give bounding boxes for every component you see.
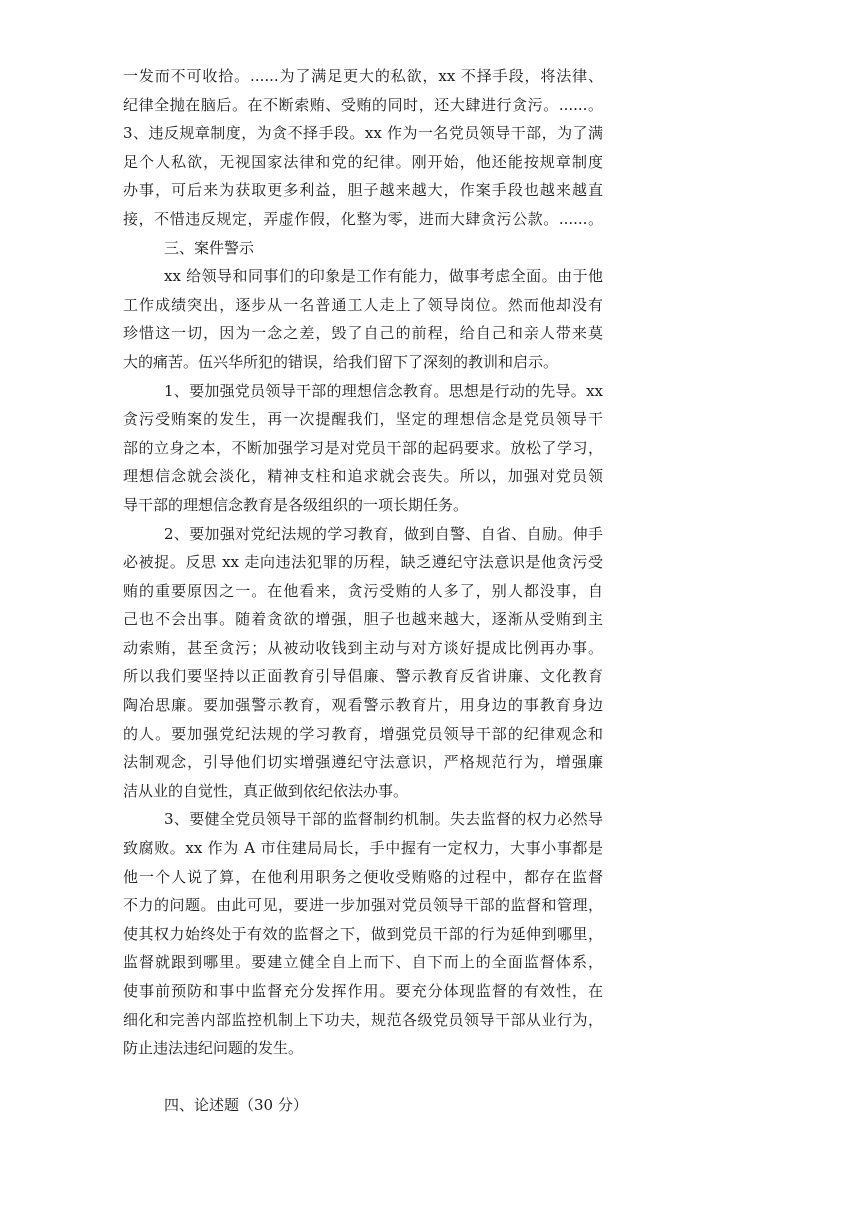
text-line: 一发而不可收拾。......为了满足更大的私欲，xx 不择手段，将法律、 <box>123 67 603 85</box>
text-line: 纪律全抛在脑后。在不断索贿、受贿的同时，还大肆进行贪污。......。 <box>123 95 603 114</box>
text-line: 陶冶思廉。要加强警示教育，观看警示教育片，用身边的事教育身边 <box>123 696 603 715</box>
section-heading: 三、案件警示 <box>164 238 255 257</box>
text-line: 防止违法违纪问题的发生。 <box>123 1039 304 1058</box>
text-line: 1、要加强党员领导干部的理想信念教育。思想是行动的先导。xx <box>164 381 603 400</box>
text-line: 2、要加强对党纪法规的学习教育，做到自警、自省、自励。伸手 <box>164 524 603 543</box>
text-line: 他一个人说了算，在他利用职务之便收受贿赂的过程中，都存在监督 <box>123 867 603 886</box>
text-line: 贪污受贿案的发生，再一次提醒我们，坚定的理想信念是党员领导干 <box>123 410 603 429</box>
text-line: 监督就跟到哪里。要建立健全自上而下、自下而上的全面监督体系， <box>123 953 603 972</box>
text-line: 使事前预防和事中监督充分发挥作用。要充分体现监督的有效性，在 <box>123 982 603 1000</box>
text-line: 贿的重要原因之一。在他看来，贪污受贿的人多了，别人都没事，自 <box>123 581 603 600</box>
text-line: 细化和完善内部监控机制上下功夫，规范各级党员领导干部从业行为， <box>123 1010 603 1029</box>
text-line: 接，不惜违反规定，弄虚作假，化整为零，进而大肆贪污公款。......。 <box>123 209 603 228</box>
text-line: 办事，可后来为获取更多利益，胆子越来越大，作案手段也越来越直 <box>123 181 603 200</box>
text-line: 珍惜这一切，因为一念之差，毁了自己的前程，给自己和亲人带来莫 <box>123 324 603 343</box>
text-line: 大的痛苦。伍兴华所犯的错误，给我们留下了深刻的教训和启示。 <box>123 352 559 371</box>
text-line: 所以我们要坚持以正面教育引导倡廉、警示教育反省讲廉、文化教育 <box>123 667 603 686</box>
text-line: 导干部的理想信念教育是各级组织的一项长期任务。 <box>123 495 469 514</box>
text-line: 法制观念，引导他们切实增强遵纪守法意识，严格规范行为，增强廉 <box>123 753 603 772</box>
text-line: 必被捉。反思 xx 走向违法犯罪的历程，缺乏遵纪守法意识是他贪污受 <box>123 553 603 572</box>
text-line: 足个人私欲，无视国家法律和党的纪律。刚开始，他还能按规章制度 <box>123 152 603 171</box>
text-line: 动索贿，甚至贪污；从被动收钱到主动与对方谈好提成比例再办事。 <box>123 638 603 657</box>
document-page <box>123 62 603 1120</box>
blank-line <box>123 1063 603 1092</box>
text-line: 己也不会出事。随着贪欲的增强，胆子也越来越大，逐渐从受贿到主 <box>123 610 603 629</box>
text-line: 工作成绩突出，逐步从一名普通工人走上了领导岗位。然而他却没有 <box>123 295 603 314</box>
text-line: 使其权力始终处于有效的监督之下，做到党员干部的行为延伸到哪里， <box>123 924 603 943</box>
text-line: 致腐败。xx 作为 A 市住建局局长，手中握有一定权力，大事小事都是 <box>123 839 603 858</box>
text-line: xx 给领导和同事们的印象是工作有能力，做事考虑全面。由于他 <box>164 267 603 286</box>
text-line: 洁从业的自觉性，真正做到依纪依法办事。 <box>123 781 409 800</box>
text-line: 3、违反规章制度，为贪不择手段。xx 作为一名党员领导干部，为了满 <box>123 124 603 143</box>
text-line: 3、要健全党员领导干部的监督制约机制。失去监督的权力必然导 <box>164 810 603 829</box>
text-line: 理想信念就会淡化，精神支柱和追求就会丧失。所以，加强对党员领 <box>123 467 603 486</box>
text-line: 部的立身之本，不断加强学习是对党员干部的起码要求。放松了学习， <box>123 438 603 457</box>
section-heading: 四、论述题（30 分） <box>164 1096 308 1115</box>
text-line: 不力的问题。由此可见，要进一步加强对党员领导干部的监督和管理， <box>123 896 603 915</box>
text-line: 的人。要加强党纪法规的学习教育，增强党员领导干部的纪律观念和 <box>123 724 603 743</box>
